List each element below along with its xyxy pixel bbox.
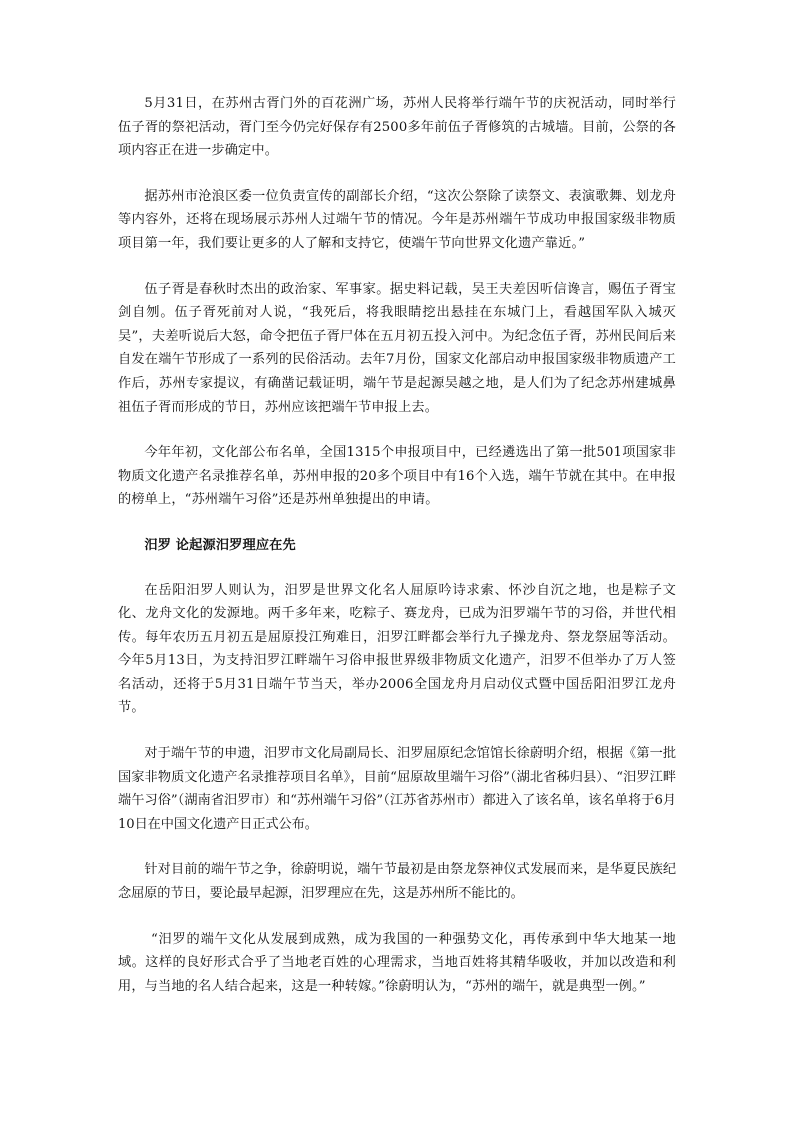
paragraph-quote: “汨罗的端午文化从发展到成熟，成为我国的一种强势文化，再传承到中华大地某一地域。这样的良好形式合乎了当地老百姓的心理需求，当地百姓将其精华吸收，并加以改造和利用，与当地的名人结合起来，这是一种转嫁。”徐蔚明认为，“苏州的端午，就是典型一例。” bbox=[118, 931, 676, 994]
paragraph-wu-zixu-history: 伍子胥是春秋时杰出的政治家、军事家。据史料记载，吴王夫差因听信谗言，赐伍子胥宝剑自刎。伍子胥死前对人说，“我死后，将我眼睛挖出悬挂在东城门上，看越国军队入城灭吴”，夫差听说后大怒，命令把伍子胥尸体在五月初五投入河中。为纪念伍子胥，苏州民间后来自发在端午节形成了一系列的民俗活动。去年7月份，国家文化部启动申报国家级非物质遗产工作后，苏州专家提议，有确凿记载证明，端午节是起源吴越之地，是人们为了纪念苏州建城鼻祖伍子胥而形成的节日，苏州应该把端午节申报上去。 bbox=[118, 281, 676, 415]
article-body bbox=[118, 92, 676, 1020]
section-heading-miluo: 汨罗 论起源汨罗理应在先 bbox=[144, 537, 296, 553]
paragraph-miluo-origin: 在岳阳汨罗人则认为，汨罗是世界文化名人屈原吟诗求索、怀沙自沉之地，也是粽子文化、龙舟文化的发源地。两千多年来，吃粽子、赛龙舟，已成为汨罗端午节的习俗，并世代相传。每年农历五月初五是屈原投江殉难日，汨罗江畔都会举行九子操龙舟、祭龙祭屈等活动。今年5月13日，为支持汨罗江畔端午习俗申报世界级非物质文化遗产，汨罗不但举办了万人签名活动，还将于5月31日端午节当天，举办2006全国龙舟月启动仪式暨中国岳阳汨罗江龙舟节。 bbox=[118, 582, 676, 716]
paragraph-suzhou-celebration: 5月31日，在苏州古胥门外的百花洲广场，苏州人民将举行端午节的庆祝活动，同时举行伍子胥的祭祀活动，胥门至今仍完好保存有2500多年前伍子胥修筑的古城墙。目前，公祭的各项内容正在进一步确定中。 bbox=[118, 96, 676, 159]
paragraph-xu-weiming-intro: 对于端午节的申遗，汨罗市文化局副局长、汨罗屈原纪念馆馆长徐蔚明介绍，根据《第一批国家非物质文化遗产名录推荐项目名单》，目前“屈原故里端午习俗”（湖北省秭归县）、“汨罗江畔端午习俗”（湖南省汨罗市）和“苏州端午习俗”（江苏省苏州市）都进入了该名单，该名单将于6月10日在中国文化遗产日正式公布。 bbox=[118, 746, 676, 832]
paragraph-heritage-list: 今年年初，文化部公布名单，全国1315个申报项目中，已经遴选出了第一批501项国家非物质文化遗产名录推荐名单，苏州申报的20多个项目中有16个入选，端午节就在其中。在申报的榜单上，“苏州端午习俗”还是苏州单独提出的申请。 bbox=[118, 445, 676, 508]
paragraph-canglang-official: 据苏州市沧浪区委一位负责宣传的副部长介绍，“这次公祭除了读祭文、表演歌舞、划龙舟等内容外，还将在现场展示苏州人过端午节的情况。今年是苏州端午节成功申报国家级非物质项目第一年，我们要让更多的人了解和支持它，使端午节向世界文化遗产靠近。” bbox=[118, 188, 676, 251]
paragraph-dispute: 针对目前的端午节之争，徐蔚明说，端午节最初是由祭龙祭神仪式发展而来，是华夏民族纪念屈原的节日，要论最早起源，汨罗理应在先，这是苏州所不能比的。 bbox=[118, 862, 676, 902]
